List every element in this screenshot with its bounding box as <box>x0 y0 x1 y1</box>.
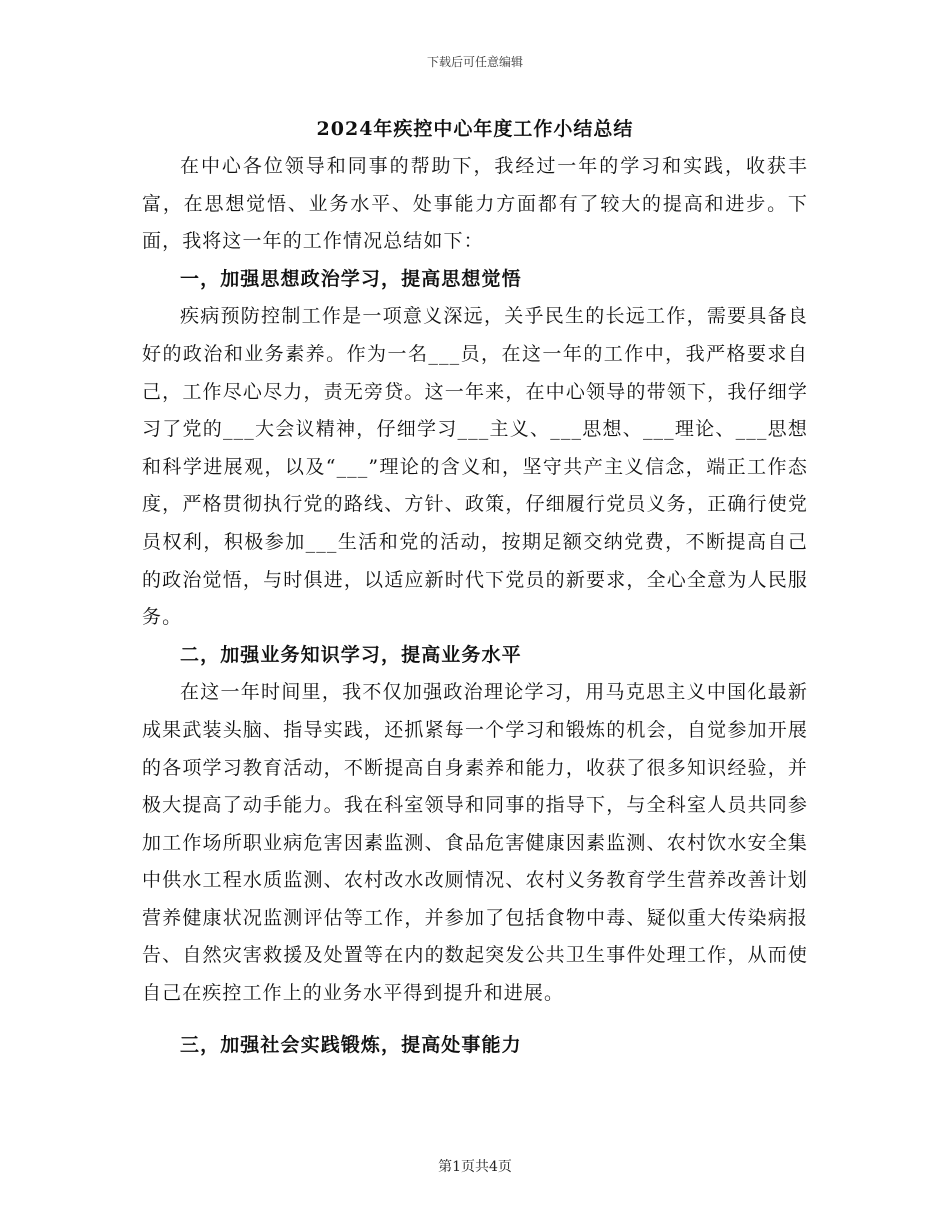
section-heading-1: 一，加强思想政治学习，提高思想觉悟 <box>180 267 522 290</box>
page-footer: 第1页共4页 <box>438 1159 512 1175</box>
header-note: 下载后可任意编辑 <box>426 55 523 69</box>
section-paragraph-2: 在这一年时间里，我不仅加强政治理论学习，用马克思主义中国化最新成果武装头脑、指导实践，还抓紧每一个学习和锻炼的机会，自觉参加开展的各项学习教育活动，不断提高自身素养和能力，收获了很多知识经验，并极大提高了动手能力。我在科室领导和同事的指导下，与全科室人员共同参加工作场所职业病危害因素监测、食品危害健康因素监测、农村饮水安全集中供水工程水质监测、农村改水改厕情况、农村义务教育学生营养改善计划营养健康状况监测评估等工作，并参加了包括食物中毒、疑似重大传染病报告、自然灾害救援及处置等在内的数起突发公共卫生事件处理工作，从而使自己在疾控工作上的业务水平得到提升和进展。 <box>142 681 808 1005</box>
section-paragraph-1: 疾病预防控制工作是一项意义深远，关乎民生的长远工作，需要具备良好的政治和业务素养。作为一名___员，在这一年的工作中，我严格要求自己，工作尽心尽力，责无旁贷。这一年来，在中心领导的带领下，我仔细学习了党的___大会议精神，仔细学习___主义、___思想、___理论、___思想和科学进展观，以及“___”理论的含义和，坚守共产主义信念，端正工作态度，严格贯彻执行党的路线、方针、政策，仔细履行党员义务，正确行使党员权利，积极参加___生活和党的活动，按期足额交纳党费，不断提高自己的政治觉悟，与时俱进，以适应新时代下党员的新要求，全心全意为人民服务。 <box>142 305 808 629</box>
document-title: 2024年疾控中心年度工作小结总结 <box>316 118 634 140</box>
document-body <box>142 148 808 1064</box>
section-heading-2: 二，加强业务知识学习，提高业务水平 <box>180 643 522 666</box>
intro-paragraph: 在中心各位领导和同事的帮助下，我经过一年的学习和实践，收获丰富，在思想觉悟、业务水平、处事能力方面都有了较大的提高和进步。下面，我将这一年的工作情况总结如下： <box>142 155 808 253</box>
section-heading-3: 三，加强社会实践锻炼，提高处事能力 <box>180 1033 522 1056</box>
